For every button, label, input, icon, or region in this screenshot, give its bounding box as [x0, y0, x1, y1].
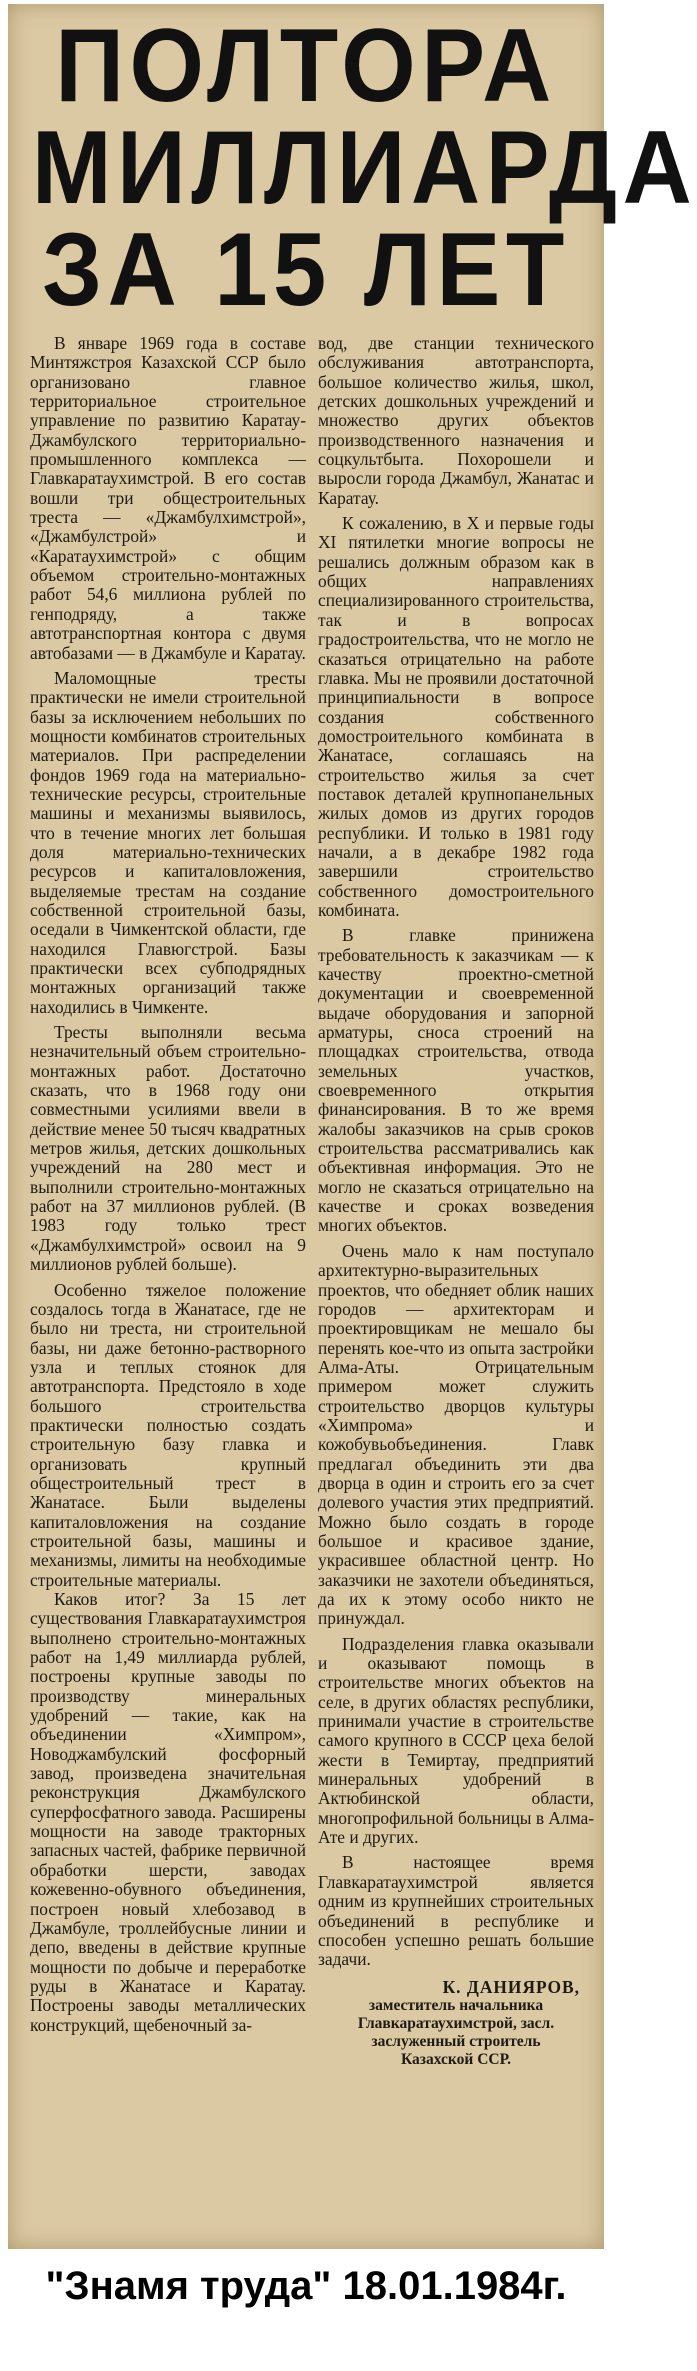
paragraph: Каков итог? За 15 лет существования Главкаратаухимстроя выполнено строительно-монтажных работ на 1,49 миллиарда рублей, построены крупные заводы по производству минеральных удобрений — такие, как на объединении «Химпром», Новоджамбулский фосфорный завод, произведена значительная реконструкция Джамбулского суперфосфатного завода. Расширены мощности на заводе тракторных запасных частей, фабрике первичной обработки шерсти, заводах кожевенно-обувного объединения, построен новый хлебозавод в Джамбуле, троллейбусные линии и депо, введены в действие крупные мощности по добыче и переработке руды в Жанатасе и Каратау. Построены заводы металлических конструкций, щебеночный за-	[30, 1589, 306, 2035]
paragraph: вод, две станции технического обслуживания автотранспорта, большое количество жилья, школ, детских дошкольных учреждений и множество других объектов производственного назначения и соцкультбыта. Похорошели и выросли города Джамбул, Жанатас и Каратау.	[318, 333, 594, 508]
author-role: Казахской ССР.	[400, 2050, 512, 2068]
source-caption: "Знамя труда" 18.01.1984г.	[45, 2264, 567, 2308]
paragraph: К сожалению, в Х и первые годы XI пятилетки многие вопросы не решались должным образом как в общих направлениях специализированного строительства, так и в вопросах градостроительства, что не могло не сказаться отрицательно на работе главка. Мы не проявили достаточной принципиальности в вопросе создания собственного домостроительного комбината в Жанатасе, соглашаясь на строительство жилья за счет поставок деталей крупнопанельных жилых домов из других городов республики. И только в 1981 году начали, а в декабре 1982 года завершили строительство собственного домостроительного комбината.	[318, 513, 594, 920]
headline-line-2: МИЛЛИАРДА	[31, 110, 697, 226]
paragraph: Подразделения главка оказывали и оказывают помощь в строительстве многих объектов на селе, в других областях республики, принимали участие в строительстве самого крупного в СССР цеха белой жести в Темиртау, предприятий минеральных удобрений в Актюбинской области, многопрофильной больницы в Алма-Ате и других.	[318, 1633, 595, 1848]
paragraph: Очень мало к нам поступало архитектурно-выразительных проектов, что обедняет облик наших городов — архитекторам и проектировщикам не мешало бы перенять кое-что из опыта застройки Алма-Аты. Отрицательным примером может служить строительство дворцов культуры «Химпрома» и кожобувьобъединения. Главк предлагал объединить эти два дворца в один и строить его за счет долевого участия этих предприятий. Можно было создать в городе большое и красивое здание, украсившее областной центр. Но заказчики не захотели объединяться, да их к этому особо никто не принуждал.	[318, 1240, 594, 1629]
article-column-left	[30, 334, 306, 2035]
headline-line-3: ЗА 15 ЛЕТ	[42, 212, 570, 328]
paragraph: В настоящее время Главкаратаухимстрой является одним из крупнейших строительных объединений в республике и способен успешно решать большие задачи.	[318, 1852, 594, 1970]
headline-line-1: ПОЛТОРА	[55, 8, 557, 124]
author-role: заслуженный строитель	[371, 2032, 541, 2050]
newspaper-clipping	[8, 4, 697, 2249]
paragraph: В январе 1969 года в составе Минтяжстроя Казахской ССР было организовано главное территориальное строительное управление по развитию Каратау-Джамбулского территориально-промышленного комплекса — Главкаратаухимстрой. В его состав вошли три общестроительных треста — «Джамбулхимстрой», «Джамбулстрой» и «Каратаухимстрой» с общим объемом строительно-монтажных работ 54,6 миллиона рублей по генподряду, а также автотранспортная контора с двумя автобазами — в Джамбуле и Каратау.	[30, 333, 306, 663]
article-column-right	[318, 334, 594, 2069]
paragraph: В главке принижена требовательность к заказчикам — к качеству проектно-сметной документации и своевременной выдаче оборудования и запорной арматуры, сноса строений на площадках строительства, отвода земельных участков, своевременного открытия финансирования. В то же время жалобы заказчиков на срыв сроков строительства рассматривались как объективная информация. Это не могло не сказаться отрицательно на качестве и сроках возведения многих объектов.	[318, 925, 594, 1236]
author-name: К. ДАНИЯРОВ,	[442, 1976, 580, 1997]
paragraph: Особенно тяжелое положение создалось тогда в Жанатасе, где не было ни треста, ни строительной базы, ни даже бетонно-растворного узла и теплых стоянок для автотранспорта. Предстояло в ходе большого строительства практически полностью создать строительную базу главка и организовать крупный общестроительный трест в Жанатасе. Были выделены капиталовложения на создание строительной базы, машины и механизмы, лимиты на необходимые строительные материалы.	[30, 1279, 306, 1590]
author-role: Главкаратаухимстрой, засл.	[357, 2014, 555, 2032]
author-role: заместитель начальника	[368, 1996, 544, 2014]
paragraph: Тресты выполняли весьма незначительный объем строительно-монтажных работ. Достаточно сказать, что в 1968 году они совместными усилиями ввели в действие менее 50 тысяч квадратных метров жилья, детских дошкольных учреждений на 280 мест и выполнили строительно-монтажных работ на 37 миллионов рублей. (В 1983 году только трест «Джамбулхимстрой» освоил на 9 миллионов рублей больше).	[30, 1022, 306, 1275]
paragraph: Маломощные тресты практически не имели строительной базы за исключением небольших по мощности комбинатов строительных материалов. При распределении фондов 1969 года на материально-технические ресурсы, строительные машины и механизмы выявилось, что в течение многих лет большая доля материально-технических ресурсов и капиталовложения, выделяемые трестам на создание собственной строительной базы, оседали в Чимкентской области, где находился Главюгстрой. Базы практически всех субподрядных монтажных организаций также находились в Чимкенте.	[30, 667, 306, 1017]
author-signature	[318, 1978, 594, 2069]
